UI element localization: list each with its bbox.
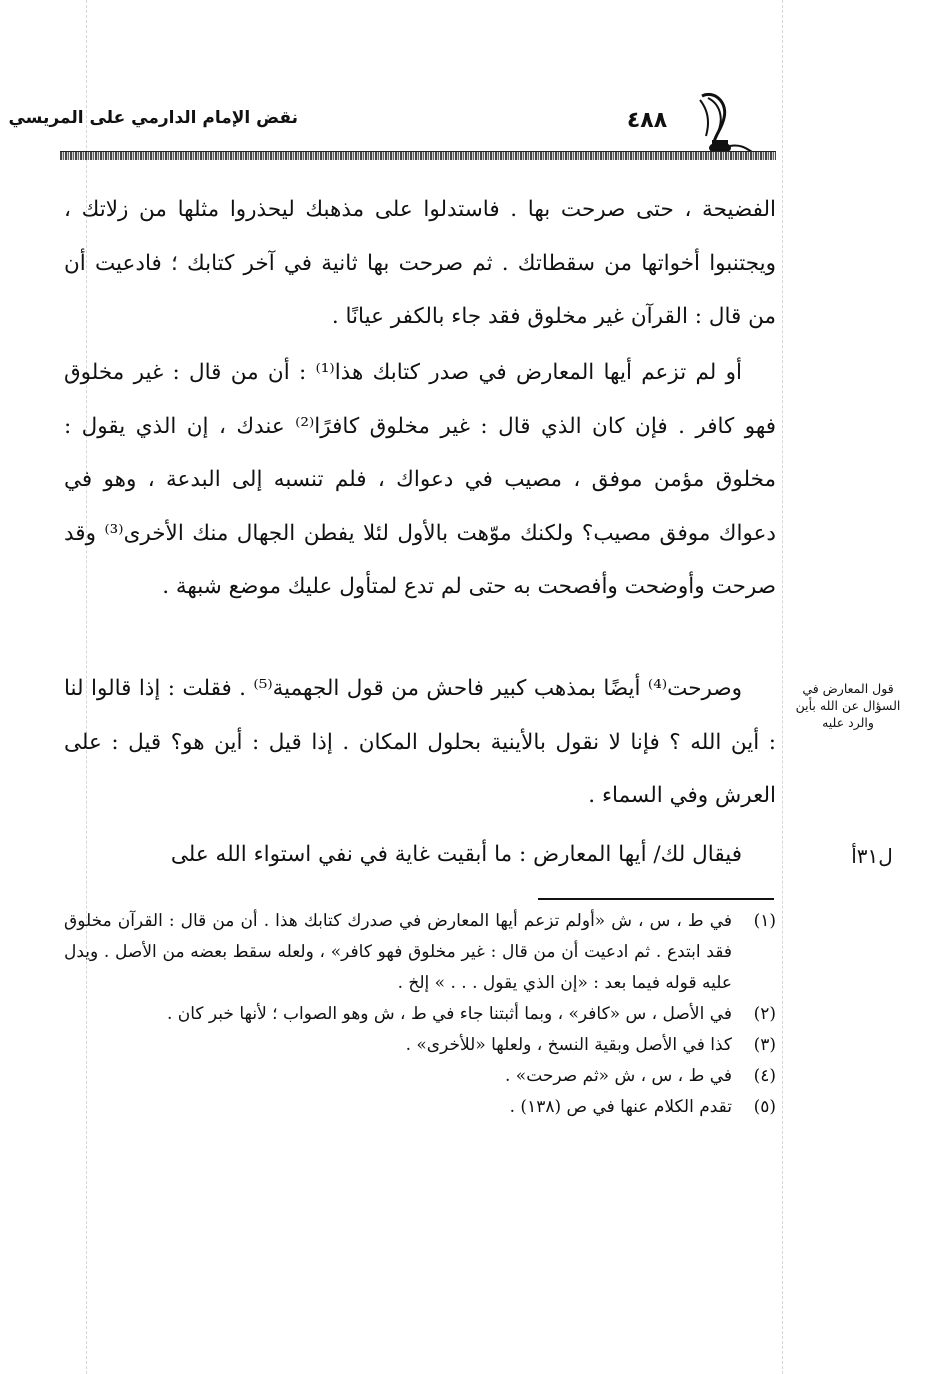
footnote-number: (٣)	[753, 1035, 776, 1055]
page-number: ٤٨٨	[626, 108, 668, 133]
footnote-text: في الأصل ، س «كافر» ، وبما أثبتنا جاء في ط ، ش وهو الصواب ؛ لأنها خبر كان .	[166, 1004, 732, 1024]
footnote-number: (٢)	[753, 1004, 776, 1024]
margin-note: قول المعارض في السؤال عن الله بأين والرد عليه	[795, 681, 901, 730]
footnote-number: (١)	[753, 911, 776, 931]
body-paragraph	[64, 662, 776, 823]
body-paragraph	[64, 183, 776, 344]
quill-inkwell-icon	[694, 88, 754, 158]
footnote-item	[64, 1061, 776, 1092]
footnote-text: تقدم الكلام عنها في ص (١٣٨) .	[509, 1097, 732, 1117]
paragraph-text: فيقال لك/ أيها المعارض : ما أبقيت غاية في نفي استواء الله على	[170, 842, 742, 867]
footnote-separator	[538, 898, 774, 900]
footnote-item	[64, 999, 776, 1030]
footnote-number: (٥)	[753, 1097, 776, 1117]
paragraph-text: وصرحت⁽⁴⁾ أيضًا بمذهب كبير فاحش من قول الجهمية⁽⁵⁾ . فقلت : إذا قالوا لنا : أين الله ؟ فإنا لا نقول بالأينية بحلول المكان . إذا قيل : أين هو؟ قيل : على العرش وفي السماء .	[64, 676, 776, 808]
scan-guide-line	[782, 0, 783, 1374]
manuscript-folio-ref: ل٣١أ	[851, 844, 893, 868]
body-paragraph	[64, 346, 776, 614]
footnote-text: في ط ، س ، ش «أولم تزعم أيها المعارض في صدرك كتابك هذا . أن من قال : القرآن مخلوق فقد ابتدع . ثم ادعيت أن من قال : غير مخلوق فهو كافر» ، ولعله سقط بعضه من الأصل . ويدل عليه قوله فيما بعد : «إن الذي يقول . . . » إلخ .	[64, 911, 732, 993]
paragraph-text: أو لم تزعم أيها المعارض في صدر كتابك هذا⁽¹⁾ : أن من قال : غير مخلوق فهو كافر . فإن كان الذي قال : غير مخلوق كافرًا⁽²⁾ عندك ، إن الذي يقول : مخلوق مؤمن موفق ، مصيب في دعواك ، فلم تنسبه إلى البدعة ، وهو في دعواك موفق مصيب؟ ولكنك موّهت بالأول لئلا يفطن الجهال منك الأخرى⁽³⁾ وقد صرحت وأوضحت وأفصحت به حتى لم تدع لمتأول عليك موضع شبهة .	[64, 360, 777, 599]
footnote-item	[64, 906, 776, 999]
footnote-item	[64, 1092, 776, 1123]
footnotes	[64, 906, 776, 1123]
footnote-text: في ط ، س ، ش «ثم صرحت» .	[505, 1066, 732, 1086]
running-header-title: نقض الإمام الدارمي على المريسي	[8, 108, 298, 128]
header-divider	[60, 151, 776, 160]
footnote-number: (٤)	[753, 1066, 776, 1086]
body-paragraph	[64, 828, 776, 882]
paragraph-text: الفضيحة ، حتى صرحت بها . فاستدلوا على مذهبك ليحذروا مثلها من زلاتك ، ويجتنبوا أخواتها من سقطاتك . ثم صرحت بها ثانية في آخر كتابك ؛ فادعيت أن من قال : القرآن غير مخلوق فقد جاء بالكفر عيانًا .	[64, 197, 776, 329]
footnote-item	[64, 1030, 776, 1061]
footnote-text: كذا في الأصل وبقية النسخ ، ولعلها «للأخرى» .	[405, 1035, 732, 1055]
